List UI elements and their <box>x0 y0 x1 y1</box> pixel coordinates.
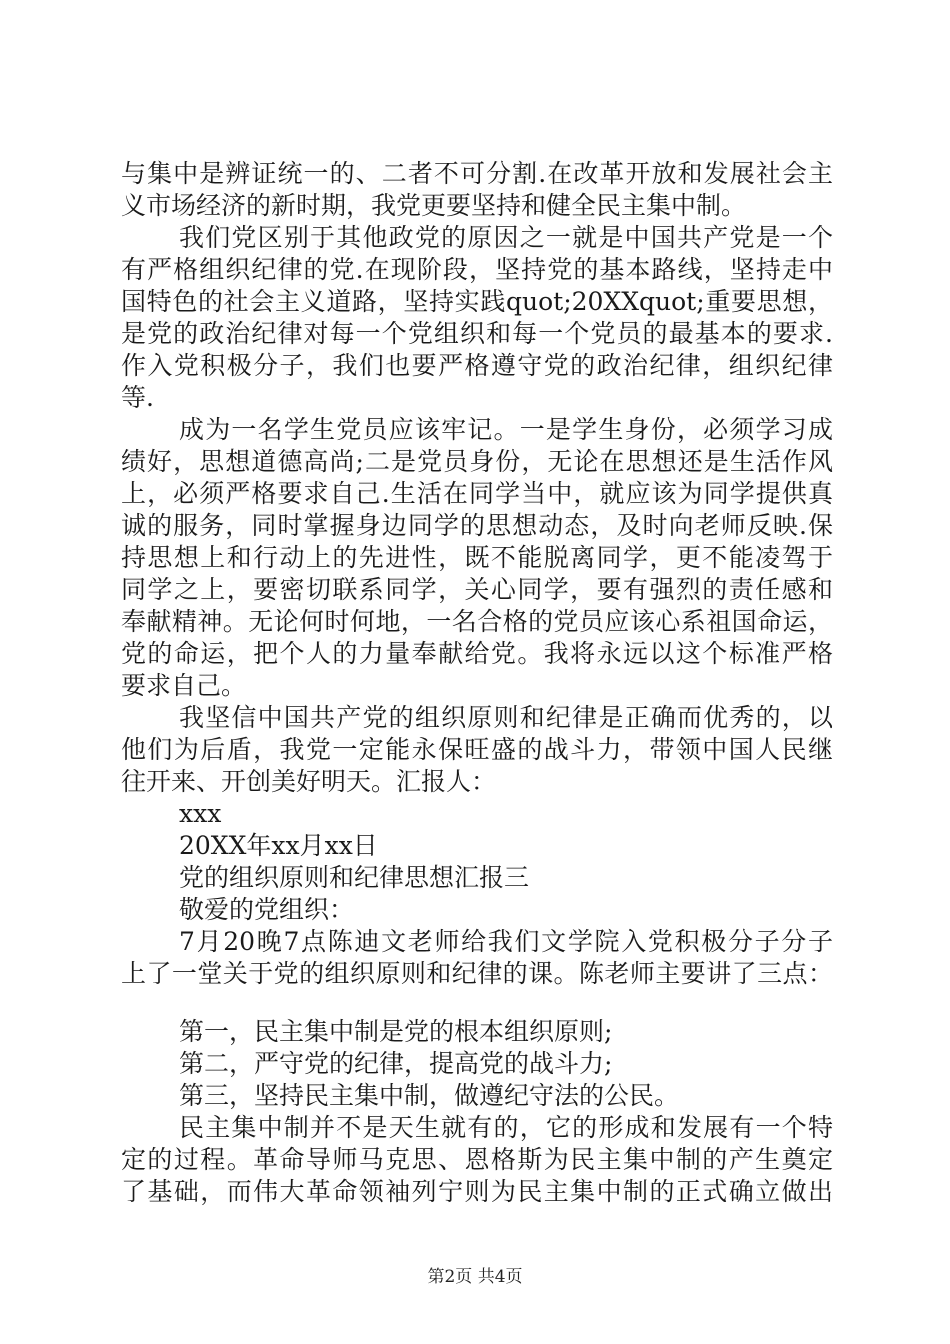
text-line: 同学之上，要密切联系同学，关心同学，要有强烈的责任感和 <box>121 575 833 604</box>
salutation: 敬爱的党组织： <box>179 895 355 924</box>
text-line: 国特色的社会主义道路，坚持实践quot;20XXquot;重要思想， <box>121 287 833 316</box>
text-line: 绩好，思想道德高尚;二是党员身份，无论在思想还是生活作风 <box>121 447 833 476</box>
text-line: 往开来、开创美好明天。汇报人： <box>121 767 497 796</box>
report-date: 20XX年xx月xx日 <box>179 831 378 860</box>
text-line: 上了一堂关于党的组织原则和纪律的课。陈老师主要讲了三点： <box>121 959 833 988</box>
text-line: 成为一名学生党员应该牢记。一是学生身份，必须学习成 <box>179 415 833 444</box>
text-line: 7月20晚7点陈迪文老师给我们文学院入党积极分子分子 <box>179 927 833 956</box>
document-body <box>121 158 833 1208</box>
text-line: 持思想上和行动上的先进性，既不能脱离同学，更不能凌驾于 <box>121 543 833 572</box>
text-line: 定的过程。革命导师马克思、恩格斯为民主集中制的产生奠定 <box>121 1145 833 1174</box>
text-line: 党的命运，把个人的力量奉献给党。我将永远以这个标准严格 <box>121 639 833 668</box>
reporter-name: xxx <box>179 799 222 828</box>
text-line: 义市场经济的新时期，我党更要坚持和健全民主集中制。 <box>121 191 747 220</box>
text-line: 我坚信中国共产党的组织原则和纪律是正确而优秀的，以 <box>179 703 833 732</box>
text-line: 与集中是辨证统一的、二者不可分割.在改革开放和发展社会主 <box>121 159 833 188</box>
text-line: 我们党区别于其他政党的原因之一就是中国共产党是一个 <box>179 223 833 252</box>
text-line: 他们为后盾，我党一定能永保旺盛的战斗力，带领中国人民继 <box>121 735 833 764</box>
point-item: 第二，严守党的纪律，提高党的战斗力; <box>179 1049 613 1078</box>
page-number: 第2页 共4页 <box>427 1267 523 1287</box>
text-line: 有严格组织纪律的党.在现阶段，坚持党的基本路线，坚持走中 <box>121 255 833 284</box>
text-line: 了基础，而伟大革命领袖列宁则为民主集中制的正式确立做出 <box>121 1177 833 1206</box>
text-line: 诚的服务，同时掌握身边同学的思想动态，及时向老师反映.保 <box>121 511 833 540</box>
text-line: 上，必须严格要求自己.生活在同学当中，就应该为同学提供真 <box>121 479 833 508</box>
point-item: 第一，民主集中制是党的根本组织原则; <box>179 1017 613 1046</box>
section-title: 党的组织原则和纪律思想汇报三 <box>179 863 530 892</box>
text-line: 民主集中制并不是天生就有的，它的形成和发展有一个特 <box>179 1113 833 1142</box>
text-line: 要求自己。 <box>121 671 247 700</box>
text-line: 作入党积极分子，我们也要严格遵守党的政治纪律，组织纪律 <box>121 351 833 380</box>
text-line: 奉献精神。无论何时何地，一名合格的党员应该心系祖国命运， <box>121 607 833 636</box>
point-item: 第三，坚持民主集中制，做遵纪守法的公民。 <box>179 1081 680 1110</box>
text-line: 是党的政治纪律对每一个党组织和每一个党员的最基本的要求. <box>121 319 833 348</box>
text-line: 等. <box>121 383 154 412</box>
paragraph-gap <box>121 990 833 1016</box>
